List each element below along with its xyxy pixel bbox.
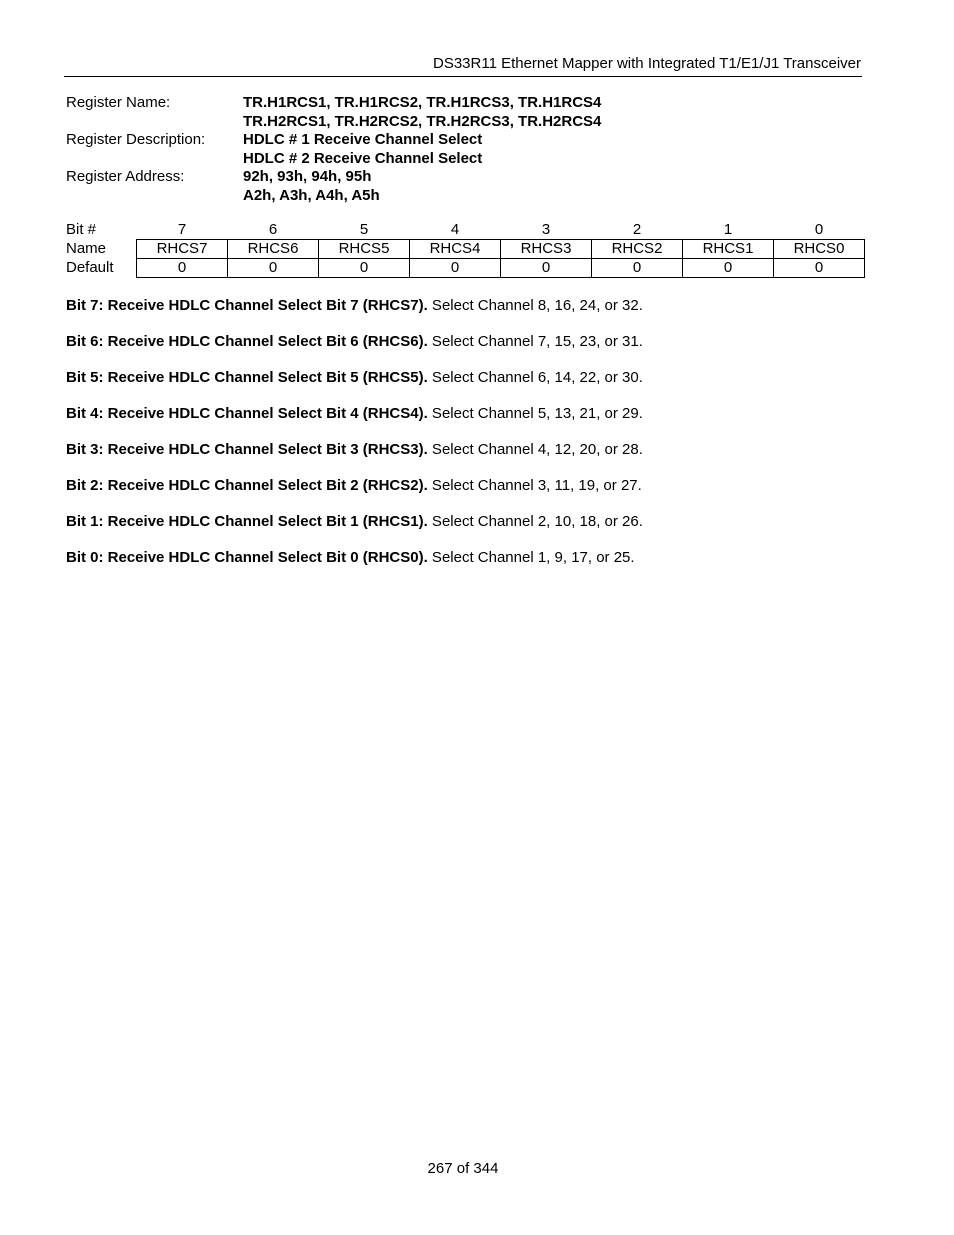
bit-name-cell: RHCS7 [137, 240, 228, 259]
bit-default-cell: 0 [592, 259, 683, 278]
bit-description-title: Bit 6: Receive HDLC Channel Select Bit 6 (RHCS6). [66, 333, 428, 350]
bit-default-cell: 0 [319, 259, 410, 278]
bit-description-text: Select Channel 2, 10, 18, or 26. [427, 513, 643, 530]
bit-number-label: Bit # [66, 221, 97, 239]
bit-name-row [64, 240, 865, 259]
bit-number: 5 [359, 221, 369, 238]
bit-default-cell: 0 [410, 259, 501, 278]
bit-name-cell: RHCS0 [774, 240, 865, 259]
bit-number: 4 [450, 221, 460, 238]
bit-description [66, 512, 866, 532]
bit-description-title: Bit 5: Receive HDLC Channel Select Bit 5 (RHCS5). [66, 369, 428, 386]
bit-number: 6 [268, 221, 278, 238]
bit-number: 2 [632, 221, 642, 238]
bit-name-cell: RHCS6 [228, 240, 319, 259]
bit-default-cell: 0 [683, 259, 774, 278]
bit-number: 7 [177, 221, 187, 238]
bit-description-text: Select Channel 5, 13, 21, or 29. [427, 405, 643, 422]
bit-name-cell: RHCS5 [319, 240, 410, 259]
bit-default-cell: 0 [137, 259, 228, 278]
bit-number-row [64, 221, 865, 240]
register-name-label: Register Name: [66, 94, 171, 111]
bit-description [66, 440, 866, 460]
bit-default-cell: 0 [501, 259, 592, 278]
bit-default-cell: 0 [228, 259, 319, 278]
register-description-value-2: HDLC # 2 Receive Channel Select [243, 149, 483, 167]
bit-description-text: Select Channel 3, 11, 19, or 27. [427, 477, 642, 494]
register-name-value-1: TR.H1RCS1, TR.H1RCS2, TR.H1RCS3, TR.H1RCS4 [243, 94, 602, 111]
bit-description [66, 332, 866, 352]
bit-description-text: Select Channel 1, 9, 17, or 25. [427, 549, 635, 566]
bit-descriptions [66, 296, 866, 584]
bit-description-text: Select Channel 6, 14, 22, or 30. [427, 369, 643, 386]
bit-number: 3 [541, 221, 551, 238]
bit-description [66, 476, 866, 496]
bit-description-text: Select Channel 7, 15, 23, or 31. [427, 333, 643, 350]
bit-name-cell: RHCS4 [410, 240, 501, 259]
bit-description-title: Bit 3: Receive HDLC Channel Select Bit 3 (RHCS3). [66, 441, 428, 458]
bit-description-title: Bit 7: Receive HDLC Channel Select Bit 7 (RHCS7). [66, 297, 428, 314]
register-address-row-2 [66, 187, 601, 206]
bit-default-cell: 0 [774, 259, 865, 278]
bit-description-title: Bit 2: Receive HDLC Channel Select Bit 2 (RHCS2). [66, 477, 428, 494]
register-info [66, 94, 601, 205]
bit-description-title: Bit 4: Receive HDLC Channel Select Bit 4 (RHCS4). [66, 405, 428, 422]
register-name-row-2 [66, 113, 601, 132]
register-address-label: Register Address: [66, 168, 185, 185]
register-address-value-2: A2h, A3h, A4h, A5h [243, 186, 380, 204]
bit-description [66, 368, 866, 388]
bit-description-text: Select Channel 4, 12, 20, or 28. [427, 441, 643, 458]
bit-description-title: Bit 1: Receive HDLC Channel Select Bit 1 (RHCS1). [66, 513, 428, 530]
bit-description-text: Select Channel 8, 16, 24, or 32. [427, 297, 643, 314]
register-name-value-2: TR.H2RCS1, TR.H2RCS2, TR.H2RCS3, TR.H2RCS4 [243, 112, 602, 130]
bit-description [66, 548, 866, 568]
register-description-row [66, 131, 601, 150]
bit-name-cell: RHCS2 [592, 240, 683, 259]
bit-number: 0 [814, 221, 824, 238]
bit-number: 1 [723, 221, 733, 238]
bit-name-label: Name [66, 240, 107, 257]
bit-description-title: Bit 0: Receive HDLC Channel Select Bit 0 (RHCS0). [66, 549, 428, 566]
bit-name-cell: RHCS1 [683, 240, 774, 259]
bit-default-label: Default [66, 259, 114, 276]
page-number: 267 of 344 [427, 1160, 499, 1177]
bit-description [66, 296, 866, 316]
bit-description [66, 404, 866, 424]
register-description-row-2 [66, 150, 601, 169]
register-name-row [66, 94, 601, 113]
register-address-row [66, 168, 601, 187]
register-description-value-1: HDLC # 1 Receive Channel Select [243, 131, 483, 148]
bit-name-cell: RHCS3 [501, 240, 592, 259]
register-description-label: Register Description: [66, 131, 206, 148]
document-title: DS33R11 Ethernet Mapper with Integrated T1/E1/J1 Transceiver [432, 55, 861, 72]
bit-table [64, 221, 865, 278]
header-divider [64, 76, 862, 77]
bit-default-row [64, 259, 865, 278]
register-address-value-1: 92h, 93h, 94h, 95h [243, 168, 372, 185]
